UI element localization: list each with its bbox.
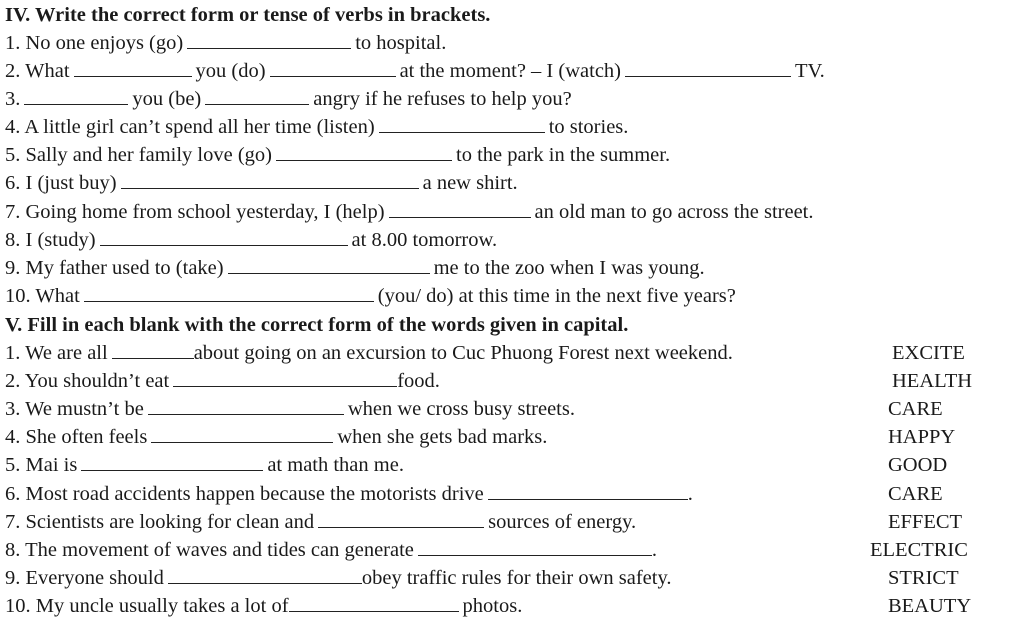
exercise-5-item-9: 9. Everyone should obey traffic rules for their own safety. xyxy=(5,564,672,592)
capital-word: GOOD xyxy=(888,454,948,476)
answer-blank[interactable] xyxy=(289,592,459,612)
exercise-5-item-2: 2. You shouldn’t eat food. xyxy=(5,367,440,395)
capital-word: STRICT xyxy=(888,567,959,589)
exercise-4-item-7: 7. Going home from school yesterday, I (help) an old man to go across the street. xyxy=(5,198,813,226)
capital-word: HEALTH xyxy=(892,370,973,392)
answer-blank[interactable] xyxy=(121,169,419,189)
capital-word: EFFECT xyxy=(888,511,963,533)
answer-blank[interactable] xyxy=(205,85,309,105)
exercise-5-item-4: 4. She often feels when she gets bad marks. xyxy=(5,423,547,451)
exercise-4-item-4: 4. A little girl can’t spend all her time (listen) to stories. xyxy=(5,113,628,141)
answer-blank[interactable] xyxy=(81,451,263,471)
answer-blank[interactable] xyxy=(488,480,688,500)
answer-blank[interactable] xyxy=(228,254,430,274)
section-5-heading: V. Fill in each blank with the correct form of the words given in capital. xyxy=(5,314,629,336)
capital-word: CARE xyxy=(888,398,943,420)
exercise-5-item-1: 1. We are all about going on an excursion to Cuc Phuong Forest next weekend. xyxy=(5,339,733,367)
exercise-4-item-2: 2. What you (do) at the moment? – I (watch) TV. xyxy=(5,57,825,85)
answer-blank[interactable] xyxy=(112,339,194,359)
exercise-4-item-6: 6. I (just buy) a new shirt. xyxy=(5,169,518,197)
answer-blank[interactable] xyxy=(100,226,348,246)
section-4-heading: IV. Write the correct form or tense of verbs in brackets. xyxy=(5,4,491,26)
answer-blank[interactable] xyxy=(168,564,362,584)
answer-blank[interactable] xyxy=(148,395,344,415)
exercise-4-item-10: 10. What (you/ do) at this time in the next five years? xyxy=(5,282,736,310)
exercise-4-item-9: 9. My father used to (take) me to the zoo when I was young. xyxy=(5,254,705,282)
answer-blank[interactable] xyxy=(389,198,531,218)
answer-blank[interactable] xyxy=(173,367,397,387)
answer-blank[interactable] xyxy=(625,57,791,77)
answer-blank[interactable] xyxy=(187,29,351,49)
exercise-5-item-3: 3. We mustn’t be when we cross busy streets. xyxy=(5,395,575,423)
exercise-4-item-5: 5. Sally and her family love (go) to the park in the summer. xyxy=(5,141,670,169)
answer-blank[interactable] xyxy=(418,536,652,556)
exercise-5-item-10: 10. My uncle usually takes a lot of photos. xyxy=(5,592,522,620)
capital-word: CARE xyxy=(888,483,943,505)
exercise-4-item-8: 8. I (study) at 8.00 tomorrow. xyxy=(5,226,497,254)
answer-blank[interactable] xyxy=(379,113,545,133)
answer-blank[interactable] xyxy=(151,423,333,443)
answer-blank[interactable] xyxy=(276,141,452,161)
capital-word: HAPPY xyxy=(888,426,956,448)
exercise-4-item-3: 3. you (be) angry if he refuses to help you? xyxy=(5,85,572,113)
answer-blank[interactable] xyxy=(74,57,192,77)
answer-blank[interactable] xyxy=(270,57,396,77)
exercise-5-item-6: 6. Most road accidents happen because the motorists drive . xyxy=(5,480,693,508)
exercise-4-item-1: 1. No one enjoys (go) to hospital. xyxy=(5,29,446,57)
answer-blank[interactable] xyxy=(318,508,484,528)
exercise-5-item-7: 7. Scientists are looking for clean and sources of energy. xyxy=(5,508,636,536)
answer-blank[interactable] xyxy=(24,85,128,105)
exercise-5-item-8: 8. The movement of waves and tides can generate . xyxy=(5,536,657,564)
answer-blank[interactable] xyxy=(84,282,374,302)
capital-word: BEAUTY xyxy=(888,595,972,617)
capital-word: ELECTRIC xyxy=(870,539,968,561)
capital-word: EXCITE xyxy=(892,342,965,364)
exercise-5-item-5: 5. Mai is at math than me. xyxy=(5,451,404,479)
